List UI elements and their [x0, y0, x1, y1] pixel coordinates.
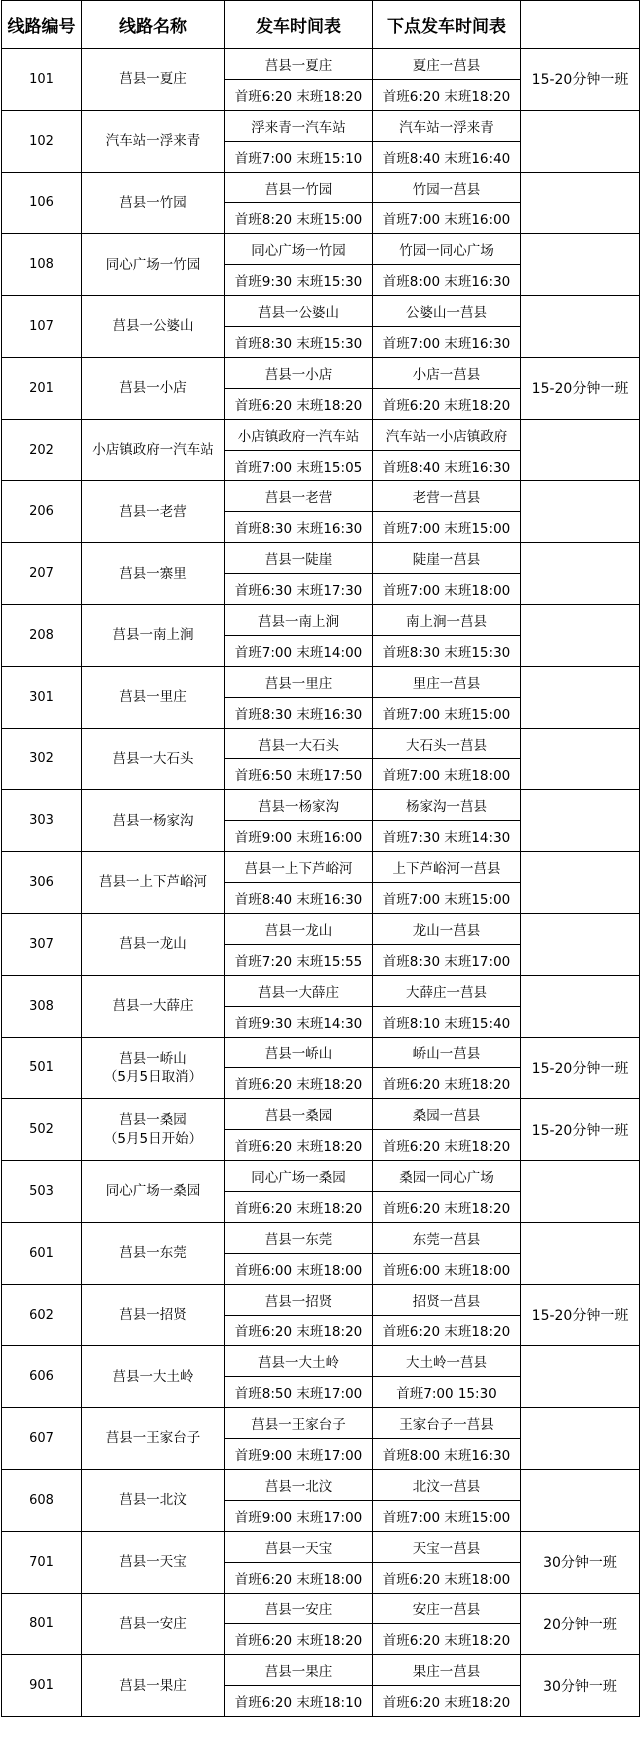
return-times: 首班7:00 末班15:00 — [373, 883, 521, 914]
departure-times: 首班8:20 末班15:00 — [225, 203, 373, 234]
route-name — [82, 1655, 225, 1717]
frequency-note: 15-20分钟一班 — [521, 1037, 640, 1099]
route-name — [82, 234, 225, 296]
route-name-line: 莒县一老营 — [119, 503, 187, 520]
route-name — [82, 481, 225, 543]
frequency-note — [521, 1161, 640, 1223]
header-departure-schedule: 发车时间表 — [225, 1, 373, 49]
frequency-note — [521, 852, 640, 914]
table-row — [2, 666, 640, 697]
route-name — [82, 1222, 225, 1284]
table-row — [2, 419, 640, 450]
departure-times: 首班6:50 末班17:50 — [225, 759, 373, 790]
route-number: 308 — [2, 975, 82, 1037]
departure-route: 莒县一北汶 — [225, 1469, 373, 1500]
frequency-note — [521, 913, 640, 975]
route-name-line: 莒县一天宝 — [119, 1554, 187, 1571]
departure-route: 莒县一大土岭 — [225, 1346, 373, 1377]
return-route: 竹园一同心广场 — [373, 234, 521, 265]
return-times: 首班6:20 末班18:20 — [373, 1624, 521, 1655]
table-row — [2, 1346, 640, 1377]
return-route: 北汶一莒县 — [373, 1469, 521, 1500]
frequency-note — [521, 234, 640, 296]
departure-times: 首班7:20 末班15:55 — [225, 944, 373, 975]
return-times: 首班6:20 末班18:20 — [373, 1686, 521, 1717]
departure-route: 莒县一竹园 — [225, 172, 373, 203]
departure-times: 首班6:20 末班18:00 — [225, 1562, 373, 1593]
frequency-note — [521, 1346, 640, 1408]
return-times: 首班6:00 末班18:00 — [373, 1253, 521, 1284]
table-row — [2, 1531, 640, 1562]
departure-route: 莒县一龙山 — [225, 913, 373, 944]
departure-times: 首班9:00 末班17:00 — [225, 1439, 373, 1470]
route-number: 307 — [2, 913, 82, 975]
route-name — [82, 852, 225, 914]
return-times: 首班7:00 末班15:00 — [373, 1500, 521, 1531]
frequency-note — [521, 975, 640, 1037]
route-name-line: 莒县一小店 — [119, 380, 187, 397]
departure-route: 莒县一上下芦峪河 — [225, 852, 373, 883]
route-name-line: 小店镇政府一汽车站 — [92, 441, 214, 458]
route-number: 503 — [2, 1161, 82, 1223]
departure-times: 首班8:30 末班15:30 — [225, 327, 373, 358]
return-route: 杨家沟一莒县 — [373, 790, 521, 821]
departure-times: 首班6:20 末班18:20 — [225, 1315, 373, 1346]
table-row — [2, 728, 640, 759]
frequency-note — [521, 419, 640, 481]
departure-times: 首班9:30 末班15:30 — [225, 265, 373, 296]
route-name-line: 莒县一北汶 — [119, 1492, 187, 1509]
departure-times: 首班6:20 末班18:10 — [225, 1686, 373, 1717]
route-name — [82, 913, 225, 975]
return-times: 首班7:00 末班15:00 — [373, 512, 521, 543]
return-route: 陡崖一莒县 — [373, 543, 521, 574]
table-row — [2, 852, 640, 883]
return-route: 里庄一莒县 — [373, 666, 521, 697]
route-name-line: 莒县一安庄 — [119, 1615, 187, 1632]
table-row — [2, 357, 640, 388]
return-route: 桑园一同心广场 — [373, 1161, 521, 1192]
departure-times: 首班7:00 末班15:05 — [225, 450, 373, 481]
return-times: 首班7:00 末班16:00 — [373, 203, 521, 234]
route-number: 201 — [2, 357, 82, 419]
route-number: 602 — [2, 1284, 82, 1346]
route-name — [82, 172, 225, 234]
table-row — [2, 110, 640, 141]
frequency-note — [521, 605, 640, 667]
frequency-note: 15-20分钟一班 — [521, 49, 640, 111]
table-row — [2, 1037, 640, 1068]
return-route: 南上涧一莒县 — [373, 605, 521, 636]
table-row — [2, 1408, 640, 1439]
route-name — [82, 666, 225, 728]
table-row — [2, 543, 640, 574]
return-times: 首班6:20 末班18:00 — [373, 1562, 521, 1593]
table-row — [2, 481, 640, 512]
return-times: 首班8:30 末班15:30 — [373, 635, 521, 666]
departure-times: 首班6:00 末班18:00 — [225, 1253, 373, 1284]
route-number: 306 — [2, 852, 82, 914]
route-name — [82, 1469, 225, 1531]
departure-times: 首班6:20 末班18:20 — [225, 1130, 373, 1161]
return-times: 首班7:00 15:30 — [373, 1377, 521, 1408]
departure-route: 莒县一天宝 — [225, 1531, 373, 1562]
route-name — [82, 1099, 225, 1161]
return-route: 果庄一莒县 — [373, 1655, 521, 1686]
table-header — [2, 1, 640, 49]
frequency-note — [521, 790, 640, 852]
route-name — [82, 357, 225, 419]
table-row — [2, 1593, 640, 1624]
return-times: 首班8:40 末班16:30 — [373, 450, 521, 481]
route-number: 301 — [2, 666, 82, 728]
frequency-note — [521, 110, 640, 172]
route-number: 901 — [2, 1655, 82, 1717]
frequency-note: 15-20分钟一班 — [521, 357, 640, 419]
route-name-line: 莒县一上下芦峪河 — [99, 874, 207, 891]
route-name — [82, 790, 225, 852]
return-times: 首班8:00 末班16:30 — [373, 1439, 521, 1470]
return-times: 首班6:20 末班18:20 — [373, 388, 521, 419]
departure-route: 莒县一老营 — [225, 481, 373, 512]
route-number: 501 — [2, 1037, 82, 1099]
route-name-line: 莒县一峤山 — [119, 1050, 187, 1067]
route-number: 502 — [2, 1099, 82, 1161]
header-row — [2, 1, 640, 49]
departure-times: 首班6:30 末班17:30 — [225, 574, 373, 605]
header-frequency — [521, 1, 640, 49]
return-times: 首班7:00 末班16:30 — [373, 327, 521, 358]
route-name-line: 莒县一大土岭 — [112, 1368, 194, 1385]
return-route: 大土岭一莒县 — [373, 1346, 521, 1377]
departure-times: 首班8:50 末班17:00 — [225, 1377, 373, 1408]
route-name — [82, 1408, 225, 1470]
header-return-schedule: 下点发车时间表 — [373, 1, 521, 49]
departure-route: 莒县一杨家沟 — [225, 790, 373, 821]
table-row — [2, 234, 640, 265]
route-name — [82, 975, 225, 1037]
frequency-note — [521, 172, 640, 234]
departure-route: 莒县一公婆山 — [225, 296, 373, 327]
departure-times: 首班6:20 末班18:20 — [225, 388, 373, 419]
table-row — [2, 913, 640, 944]
return-route: 王家台子一莒县 — [373, 1408, 521, 1439]
return-times: 首班7:00 末班18:00 — [373, 759, 521, 790]
return-route: 夏庄一莒县 — [373, 49, 521, 80]
frequency-note: 15-20分钟一班 — [521, 1284, 640, 1346]
departure-route: 浮来青一汽车站 — [225, 110, 373, 141]
table-row — [2, 1655, 640, 1686]
route-number: 606 — [2, 1346, 82, 1408]
route-number: 106 — [2, 172, 82, 234]
return-route: 老营一莒县 — [373, 481, 521, 512]
table-row — [2, 975, 640, 1006]
departure-route: 莒县一招贤 — [225, 1284, 373, 1315]
return-route: 东莞一莒县 — [373, 1222, 521, 1253]
route-name — [82, 49, 225, 111]
return-times: 首班8:00 末班16:30 — [373, 265, 521, 296]
return-route: 大石头一莒县 — [373, 728, 521, 759]
route-name-line: 汽车站一浮来青 — [105, 133, 201, 150]
route-number: 101 — [2, 49, 82, 111]
route-name-line: （5月5日取消） — [103, 1068, 203, 1085]
table-row — [2, 605, 640, 636]
departure-times: 首班9:00 末班16:00 — [225, 821, 373, 852]
return-route: 汽车站一浮来青 — [373, 110, 521, 141]
frequency-note — [521, 543, 640, 605]
departure-route: 莒县一峤山 — [225, 1037, 373, 1068]
departure-route: 莒县一东莞 — [225, 1222, 373, 1253]
departure-route: 莒县一夏庄 — [225, 49, 373, 80]
route-number: 601 — [2, 1222, 82, 1284]
departure-route: 小店镇政府一汽车站 — [225, 419, 373, 450]
route-number: 107 — [2, 296, 82, 358]
departure-route: 同心广场一桑园 — [225, 1161, 373, 1192]
departure-route: 莒县一安庄 — [225, 1593, 373, 1624]
bus-schedule-table — [1, 0, 640, 1717]
route-number: 102 — [2, 110, 82, 172]
route-name-line: （5月5日开始） — [103, 1130, 203, 1147]
departure-route: 莒县一南上涧 — [225, 605, 373, 636]
return-times: 首班8:30 末班17:00 — [373, 944, 521, 975]
route-name — [82, 543, 225, 605]
return-route: 龙山一莒县 — [373, 913, 521, 944]
departure-times: 首班8:30 末班16:30 — [225, 697, 373, 728]
table-row — [2, 1099, 640, 1130]
departure-route: 莒县一王家台子 — [225, 1408, 373, 1439]
departure-times: 首班9:30 末班14:30 — [225, 1006, 373, 1037]
return-times: 首班6:20 末班18:20 — [373, 1068, 521, 1099]
return-route: 竹园一莒县 — [373, 172, 521, 203]
table-row — [2, 49, 640, 80]
return-times: 首班6:20 末班18:20 — [373, 1191, 521, 1222]
route-name — [82, 605, 225, 667]
route-number: 608 — [2, 1469, 82, 1531]
frequency-note — [521, 1222, 640, 1284]
frequency-note — [521, 666, 640, 728]
route-name-line: 莒县一王家台子 — [105, 1430, 201, 1447]
departure-times: 首班6:20 末班18:20 — [225, 1191, 373, 1222]
route-name-line: 莒县一招贤 — [119, 1306, 187, 1323]
route-name-line: 莒县一大薛庄 — [112, 998, 194, 1014]
return-times: 首班7:00 末班15:00 — [373, 697, 521, 728]
return-times: 首班6:20 末班18:20 — [373, 1130, 521, 1161]
table-row — [2, 790, 640, 821]
departure-route: 莒县一大薛庄 — [225, 975, 373, 1006]
route-name — [82, 1284, 225, 1346]
route-number: 108 — [2, 234, 82, 296]
route-name-line: 同心广场一竹园 — [105, 256, 201, 273]
frequency-note — [521, 728, 640, 790]
table-row — [2, 1161, 640, 1192]
departure-times: 首班6:20 末班18:20 — [225, 1068, 373, 1099]
return-route: 天宝一莒县 — [373, 1531, 521, 1562]
frequency-note: 30分钟一班 — [521, 1531, 640, 1593]
return-route: 公婆山一莒县 — [373, 296, 521, 327]
return-route: 桑园一莒县 — [373, 1099, 521, 1130]
header-route-number: 线路编号 — [2, 1, 82, 49]
frequency-note — [521, 1469, 640, 1531]
route-name — [82, 419, 225, 481]
table-row — [2, 296, 640, 327]
return-route: 招贤一莒县 — [373, 1284, 521, 1315]
frequency-note: 20分钟一班 — [521, 1593, 640, 1655]
frequency-note — [521, 481, 640, 543]
return-route: 大薛庄一莒县 — [373, 975, 521, 1006]
departure-route: 莒县一陡崖 — [225, 543, 373, 574]
frequency-note: 30分钟一班 — [521, 1655, 640, 1717]
route-name-line: 同心广场一桑园 — [105, 1183, 201, 1200]
route-name-line: 莒县一果庄 — [119, 1677, 187, 1694]
table-row — [2, 1222, 640, 1253]
route-name-line: 莒县一里庄 — [119, 689, 187, 706]
route-name-line: 莒县一杨家沟 — [112, 812, 194, 829]
return-route: 小店一莒县 — [373, 357, 521, 388]
return-route: 汽车站一小店镇政府 — [373, 419, 521, 450]
return-times: 首班6:20 末班18:20 — [373, 1315, 521, 1346]
return-times: 首班7:00 末班18:00 — [373, 574, 521, 605]
table-row — [2, 172, 640, 203]
route-name — [82, 1037, 225, 1099]
return-times: 首班6:20 末班18:20 — [373, 79, 521, 110]
departure-times: 首班7:00 末班15:10 — [225, 141, 373, 172]
route-name — [82, 110, 225, 172]
route-name-line: 莒县一东莞 — [119, 1245, 187, 1262]
return-route: 安庄一莒县 — [373, 1593, 521, 1624]
return-times: 首班8:40 末班16:40 — [373, 141, 521, 172]
departure-route: 莒县一桑园 — [225, 1099, 373, 1130]
route-name — [82, 1531, 225, 1593]
route-number: 202 — [2, 419, 82, 481]
route-name — [82, 1593, 225, 1655]
return-times: 首班8:10 末班15:40 — [373, 1006, 521, 1037]
route-number: 302 — [2, 728, 82, 790]
departure-times: 首班6:20 末班18:20 — [225, 1624, 373, 1655]
departure-times: 首班9:00 末班17:00 — [225, 1500, 373, 1531]
departure-route: 同心广场一竹园 — [225, 234, 373, 265]
frequency-note: 15-20分钟一班 — [521, 1099, 640, 1161]
departure-times: 首班6:20 末班18:20 — [225, 79, 373, 110]
route-name — [82, 1161, 225, 1223]
departure-times: 首班7:00 末班14:00 — [225, 635, 373, 666]
route-name-line: 莒县一桑园 — [119, 1112, 187, 1129]
route-number: 801 — [2, 1593, 82, 1655]
route-number: 303 — [2, 790, 82, 852]
route-number: 207 — [2, 543, 82, 605]
route-name-line: 莒县一夏庄 — [119, 71, 187, 88]
table-row — [2, 1469, 640, 1500]
route-name-line: 莒县一大石头 — [112, 750, 194, 767]
route-number: 701 — [2, 1531, 82, 1593]
departure-route: 莒县一果庄 — [225, 1655, 373, 1686]
route-name — [82, 1346, 225, 1408]
departure-route: 莒县一里庄 — [225, 666, 373, 697]
return-times: 首班7:30 末班14:30 — [373, 821, 521, 852]
route-name-line: 莒县一龙山 — [119, 936, 187, 953]
header-route-name: 线路名称 — [82, 1, 225, 49]
departure-route: 莒县一大石头 — [225, 728, 373, 759]
table-row — [2, 1284, 640, 1315]
table-body — [2, 49, 640, 1717]
route-number: 607 — [2, 1408, 82, 1470]
route-name-line: 莒县一公婆山 — [112, 318, 194, 335]
departure-times: 首班8:30 末班16:30 — [225, 512, 373, 543]
return-route: 上下芦峪河一莒县 — [373, 852, 521, 883]
departure-route: 莒县一小店 — [225, 357, 373, 388]
frequency-note — [521, 1408, 640, 1470]
route-name-line: 莒县一竹园 — [119, 194, 187, 211]
route-number: 206 — [2, 481, 82, 543]
route-name — [82, 728, 225, 790]
departure-times: 首班8:40 末班16:30 — [225, 883, 373, 914]
route-name — [82, 296, 225, 358]
frequency-note — [521, 296, 640, 358]
route-name-line: 莒县一寨里 — [119, 565, 187, 582]
route-name-line: 莒县一南上涧 — [112, 627, 194, 644]
return-route: 峤山一莒县 — [373, 1037, 521, 1068]
route-number: 208 — [2, 605, 82, 667]
